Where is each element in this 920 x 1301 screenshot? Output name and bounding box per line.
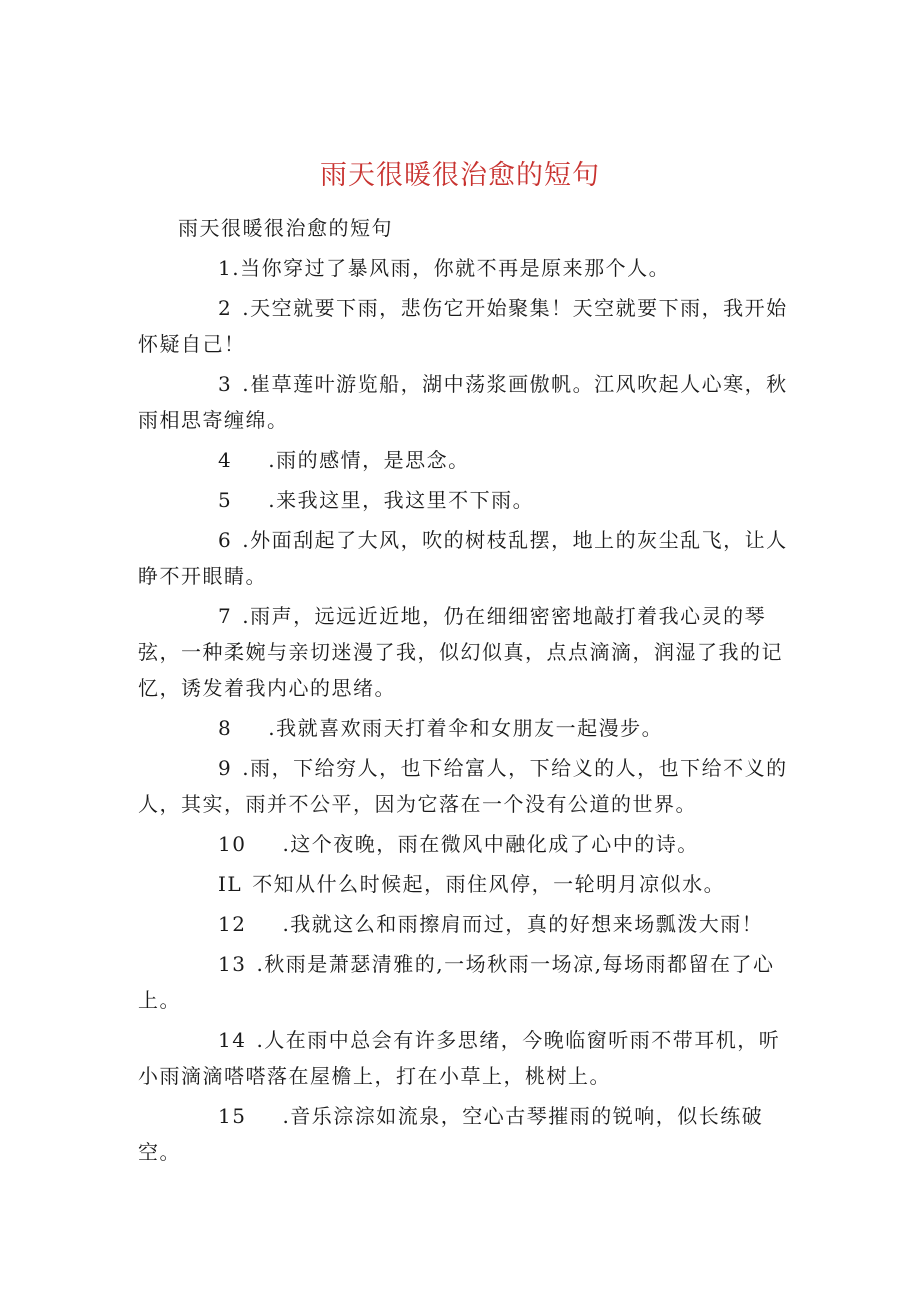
item-number: 10 (218, 832, 247, 856)
list-item (138, 250, 788, 286)
list-item (138, 366, 788, 438)
list-item (138, 946, 788, 1018)
item-number: 2 (218, 296, 233, 320)
subtitle-paragraph: 雨天很暖很治愈的短句 (178, 216, 393, 240)
list-item (138, 1022, 788, 1094)
list-item (138, 1098, 788, 1170)
list-item (138, 482, 788, 518)
item-text: .人在雨中总会有许多思绪，今晚临窗听雨不带耳机，听小雨滴滴嗒嗒落在屋檐上，打在小草上，桃树上。 (138, 1028, 781, 1088)
item-text: 当你穿过了暴风雨，你就不再是原来那个人。 (240, 256, 671, 280)
item-text: 不知从什么时候起，雨住风停，一轮明月凉似水。 (252, 872, 726, 896)
item-text: .音乐淙淙如流泉，空心古琴摧雨的锐响，似长练破空。 (138, 1104, 764, 1164)
item-number: 14 (218, 1028, 247, 1052)
item-text: .我就喜欢雨天打着伞和女朋友一起漫步。 (268, 716, 664, 740)
list-item (138, 866, 788, 902)
item-number: 7 (218, 604, 233, 628)
item-number: IL (218, 872, 243, 896)
item-text: .来我这里，我这里不下雨。 (268, 488, 535, 512)
item-number: 8 (218, 716, 233, 740)
item-text: .雨声，远远近近地，仍在细细密密地敲打着我心灵的琴弦，一种柔婉与亲切迷漫了我，似幻似真，点点滴滴，润湿了我的记忆，诱发着我内心的思绪。 (138, 604, 783, 700)
list-item (138, 290, 788, 362)
document-body (138, 210, 788, 1174)
item-number: 9 (218, 756, 233, 780)
document-title: 雨天很暖很治愈的短句 (320, 160, 600, 191)
item-number: 13 (218, 952, 247, 976)
item-number: 1. (218, 256, 241, 280)
item-number: 6 (218, 528, 233, 552)
list-item (138, 598, 788, 706)
item-number: 3 (218, 372, 233, 396)
item-text: .雨，下给穷人，也下给富人，下给义的人，也下给不义的人，其实，雨并不公平，因为它落在一个没有公道的世界。 (138, 756, 788, 816)
list-item (138, 710, 788, 746)
item-text: .秋雨是萧瑟清雅的,一场秋雨一场凉,每场雨都留在了心上。 (138, 952, 775, 1012)
list-item (138, 522, 788, 594)
item-text: .我就这么和雨擦肩而过，真的好想来场瓢泼大雨！ (282, 912, 764, 936)
item-text: .雨的感情，是思念。 (268, 448, 470, 472)
list-item (138, 442, 788, 478)
item-text: .天空就要下雨，悲伤它开始聚集！天空就要下雨，我开始怀疑自己！ (138, 296, 788, 356)
item-number: 4 (218, 448, 233, 472)
item-text: .崔草莲叶游览船，湖中荡浆画傲帆。江风吹起人心寒，秋雨相思寄缠绵。 (138, 372, 788, 432)
item-text: .外面刮起了大风，吹的树枝乱摆，地上的灰尘乱飞，让人睁不开眼睛。 (138, 528, 788, 588)
list-item (138, 750, 788, 822)
item-number: 12 (218, 912, 247, 936)
item-text: .这个夜晚，雨在微风中融化成了心中的诗。 (282, 832, 699, 856)
item-number: 15 (218, 1104, 247, 1128)
list-item (138, 906, 788, 942)
item-number: 5 (218, 488, 233, 512)
list-item (138, 826, 788, 862)
